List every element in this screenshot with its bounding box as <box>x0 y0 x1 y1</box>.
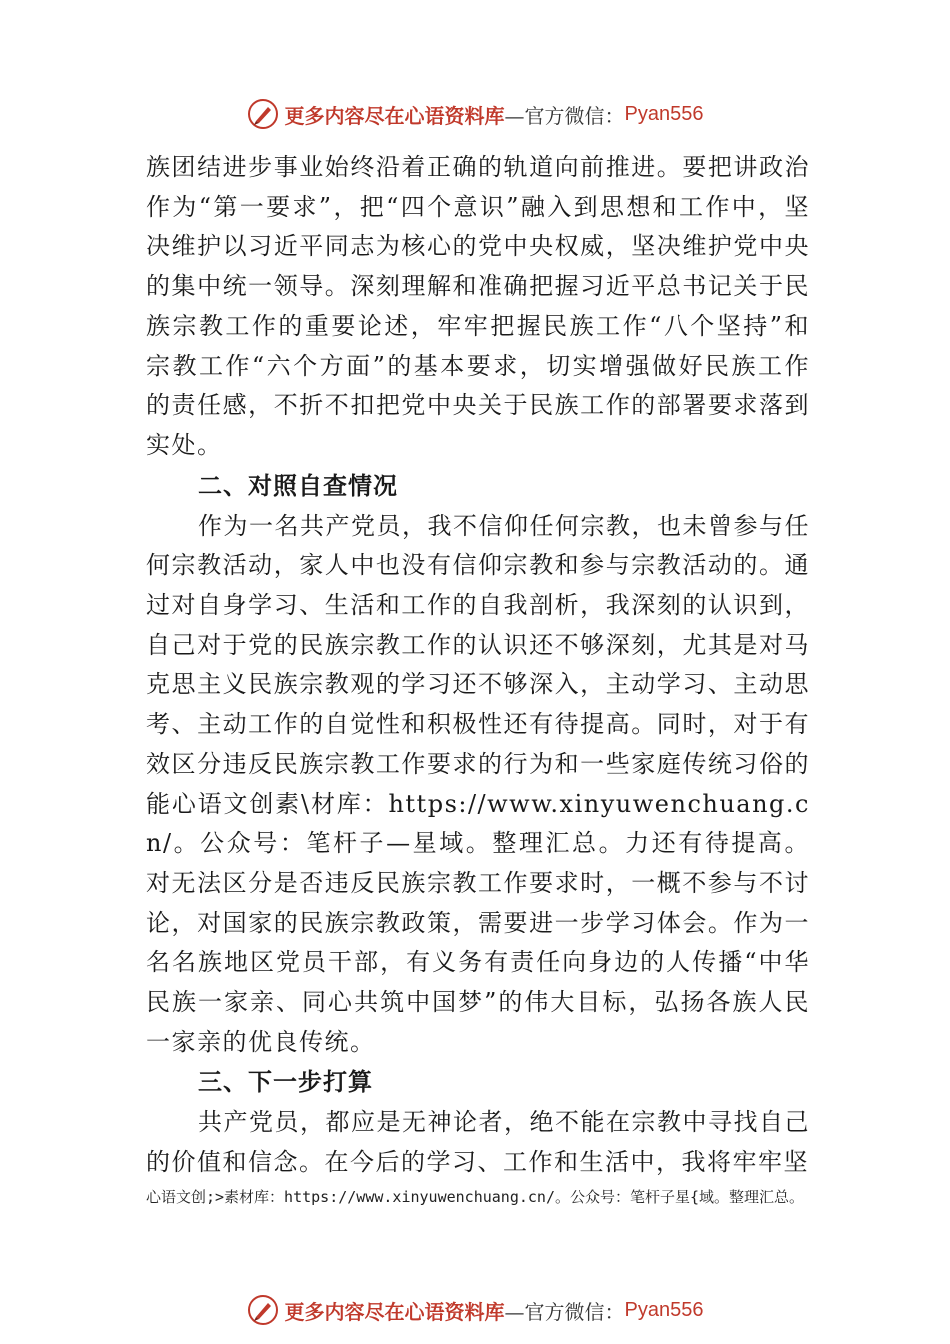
footer-banner <box>0 1290 950 1330</box>
footer-watermark-note: 心语文创;>素材库：https://www.xinyuwenchuang.cn/。公众号：笔杆子星{域。整理汇总。 <box>145 1188 805 1206</box>
banner-main-text: 更多内容尽在心语资料库 <box>284 103 505 128</box>
paragraph-continued: 族团结进步事业始终沿着正确的轨道向前推进。要把讲政治作为“第一要求”，把“四个意识”融入到思想和工作中，坚决维护以习近平同志为核心的党中央权威，坚决维护党中央的集中统一领导。深刻理解和准确把握习近平总书记关于民族宗教工作的重要论述，牢牢把握民族工作“八个坚持”和宗教工作“六个方面”的基本要求，切实增强做好民族工作的责任感，不折不扣把党中央关于民族工作的部署要求落到实处。 <box>146 153 810 459</box>
header-banner <box>0 94 950 134</box>
section-heading-2: 二、对照自查情况 <box>198 471 398 500</box>
paragraph-self-check: 作为一名共产党员，我不信仰任何宗教，也未曾参与任何宗教活动，家人中也没有信仰宗教和参与宗教活动的。通过对自身学习、生活和工作的自我剖析，我深刻的认识到，自己对于党的民族宗教工作的认识还不够深刻，尤其是对马克思主义民族宗教观的学习还不够深入，主动学习、主动思考、主动工作的自觉性和积极性还有待提高。同时，对于有效区分违反民族宗教工作要求的行为和一些家庭传统习俗的能心语文创素\材库：https://www.xinyuwenchuang.cn/。公众号：笔杆子—星域。整理汇总。力还有待提高。对无法区分是否违反民族宗教工作要求时，一概不参与不讨论，对国家的民族宗教政策，需要进一步学习体会。作为一名名族地区党员干部，有义务有责任向身边的人传播“中华民族一家亲、同心共筑中国梦”的伟大目标，弘扬各族人民一家亲的优良传统。 <box>146 511 810 1056</box>
banner-main-text: 更多内容尽在心语资料库 <box>284 1299 505 1324</box>
document-body <box>146 148 810 1183</box>
banner-wechat-id: Pyan556 <box>624 1298 704 1321</box>
banner-sub-text: —官方微信： <box>504 1299 625 1324</box>
paragraph-next-steps: 共产党员，都应是无神论者，绝不能在宗教中寻找自己的价值和信念。在今后的学习、工作和生活中，我将牢牢坚 <box>146 1108 810 1177</box>
banner-wechat-id: Pyan556 <box>624 102 704 125</box>
pen-logo-icon <box>247 1294 279 1326</box>
banner-sub-text: —官方微信： <box>504 103 625 128</box>
pen-logo-icon <box>247 98 279 130</box>
section-heading-3: 三、下一步打算 <box>198 1068 373 1097</box>
